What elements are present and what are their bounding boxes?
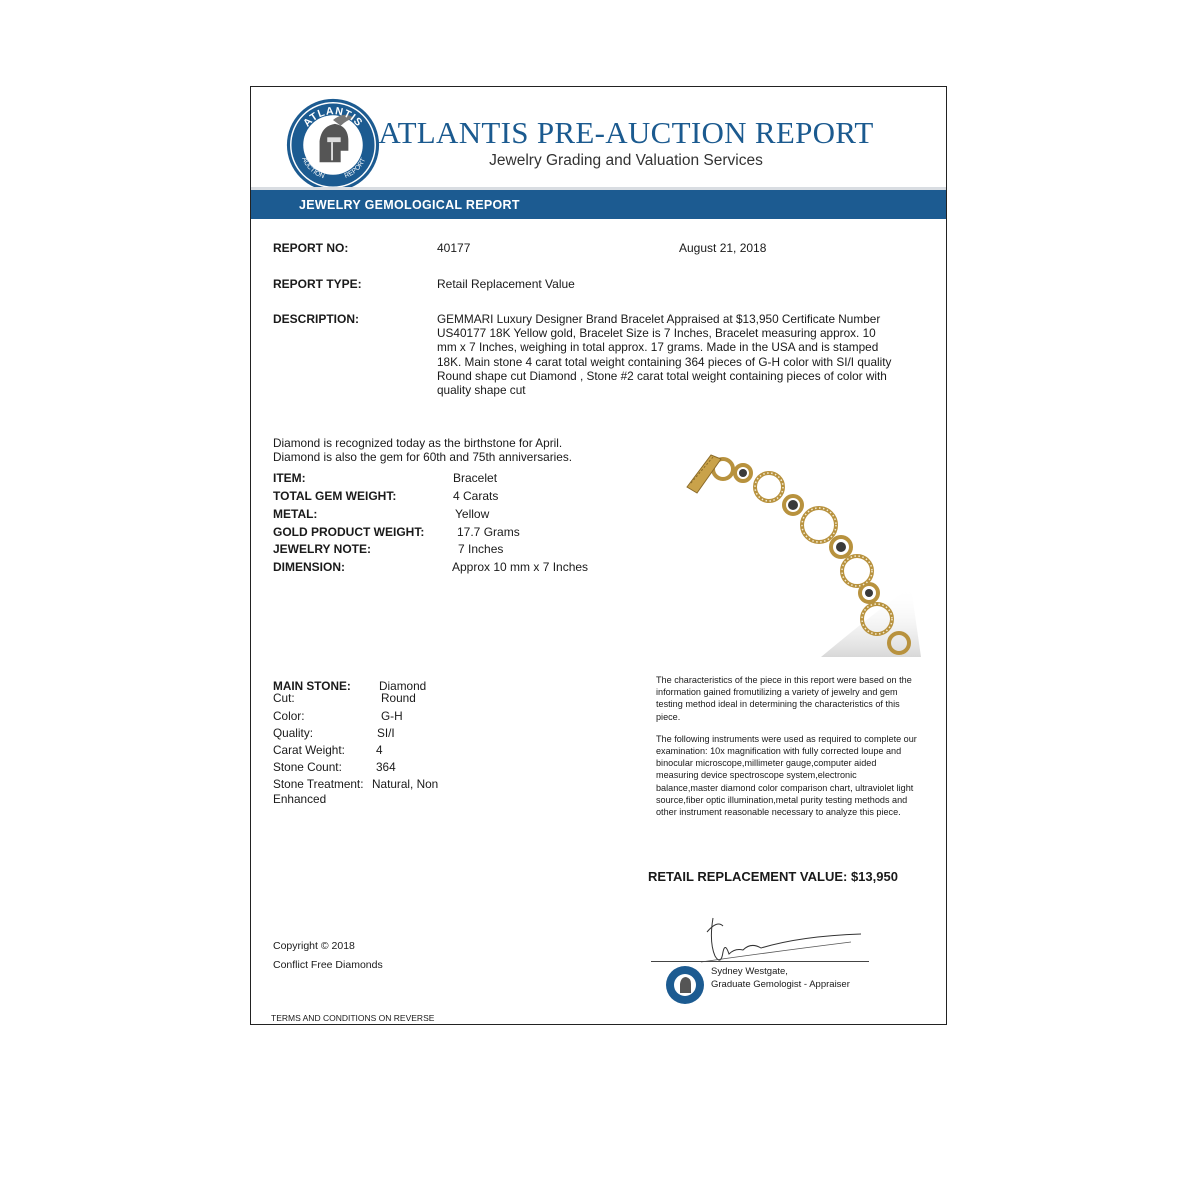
disclaimer-paragraph-1: The characteristics of the piece in this report were based on the information gained fromutilizing a variety of jewelry and gem testing method ideal in determining the characteristics of this piece. <box>656 675 912 722</box>
signature-line <box>651 961 869 962</box>
section-band <box>251 187 946 219</box>
description-label: DESCRIPTION: <box>273 312 360 326</box>
birthstone-line-2: Diamond is also the gem for 60th and 75th anniversaries. <box>273 450 573 464</box>
report-date: August 21, 2018 <box>679 241 767 255</box>
appraiser-block <box>711 966 850 991</box>
description-text: GEMMARI Luxury Designer Brand Bracelet Appraised at $13,950 Certificate Number US40177 18K Yellow gold, Bracelet Size is 7 Inches, Bracelet measuring approx. 10 mm x 7 Inches, weighing in total approx. 17 grams. Made in the USA and is stamped 18K. Main stone 4 carat total weight containing 364 pieces of G-H color with SI/I quality Round shape cut Diamond , Stone #2 carat total weight containing pieces of color with quality shape cut <box>437 312 892 398</box>
logo-top-text: ATLANTIS <box>300 105 366 130</box>
logo-auction-text: AUCTION <box>300 156 326 181</box>
bracelet-image <box>681 447 921 657</box>
stone-treatment-label: Stone Treatment: <box>273 777 364 791</box>
quality-label: Quality: <box>273 726 313 740</box>
retail-replacement-value: RETAIL REPLACEMENT VALUE: $13,950 <box>648 869 898 884</box>
report-subtitle: Jewelry Grading and Valuation Services <box>489 152 763 169</box>
stone-count-label: Stone Count: <box>273 760 342 774</box>
cut-label: Cut: <box>273 691 295 705</box>
report-type-label: REPORT TYPE: <box>273 277 362 291</box>
main-stone-label: MAIN STONE: <box>273 679 351 693</box>
spec-dimension-value: Approx 10 mm x 7 Inches <box>452 560 589 574</box>
stone-count-value: 364 <box>376 760 396 774</box>
report-title: ATLANTIS PRE-AUCTION REPORT <box>378 115 874 150</box>
report-no-label: REPORT NO: <box>273 241 349 255</box>
spec-jewelry-note-value: 7 Inches <box>458 542 504 556</box>
report-no-value: 40177 <box>437 241 471 255</box>
terms-note: TERMS AND CONDITIONS ON REVERSE <box>271 1013 435 1023</box>
atlantis-logo <box>285 97 381 193</box>
conflict-free-text: Conflict Free Diamonds <box>273 959 383 971</box>
spec-item-value: Bracelet <box>453 471 498 485</box>
color-value: G-H <box>381 709 403 723</box>
carat-weight-label: Carat Weight: <box>273 743 345 757</box>
appraiser-title: Graduate Gemologist - Appraiser <box>711 978 850 990</box>
spec-metal-label: METAL: <box>273 507 318 521</box>
carat-weight-value: 4 <box>376 743 383 757</box>
section-band-title: JEWELRY GEMOLOGICAL REPORT <box>299 198 520 212</box>
birthstone-line-1: Diamond is recognized today as the birthstone for April. <box>273 436 563 450</box>
copyright-text: Copyright © 2018 <box>273 940 355 952</box>
report-document <box>250 86 947 1025</box>
stone-treatment-value-2: Enhanced <box>273 792 327 806</box>
spec-gold-weight-label: GOLD PRODUCT WEIGHT: <box>273 525 425 539</box>
spec-gem-weight-value: 4 Carats <box>453 489 499 503</box>
main-stone-value: Diamond <box>379 679 427 693</box>
color-label: Color: <box>273 709 305 723</box>
disclaimer-paragraph-2: The following instruments were used as required to complete our examination: 10x magnification with fully corrected loupe and binocular microscope,millimeter gauge,computer aided measuring device spectroscope system,electronic balance,master diamond color comparison chart, ultraviolet light source,fiber optic illumination,metal purity testing methods and other instrument reasonable necessary to analyze this piece. <box>656 733 917 818</box>
cut-value: Round <box>381 691 416 705</box>
spec-dimension-label: DIMENSION: <box>273 560 345 574</box>
appraiser-seal <box>665 965 705 1005</box>
spec-gem-weight-label: TOTAL GEM WEIGHT: <box>273 489 397 503</box>
spec-metal-value: Yellow <box>455 507 490 521</box>
disclaimer <box>656 674 918 818</box>
appraiser-name: Sydney Westgate, <box>711 966 788 977</box>
report-type-value: Retail Replacement Value <box>437 277 575 291</box>
logo-report-text: REPORT <box>343 157 368 180</box>
quality-value: SI/I <box>377 726 395 740</box>
appraiser-signature <box>651 912 871 972</box>
spec-gold-weight-value: 17.7 Grams <box>457 525 520 539</box>
spec-jewelry-note-label: JEWELRY NOTE: <box>273 542 372 556</box>
stone-treatment-value: Natural, Non <box>372 777 439 791</box>
birthstone-note <box>273 436 603 464</box>
spec-item-label: ITEM: <box>273 471 306 485</box>
